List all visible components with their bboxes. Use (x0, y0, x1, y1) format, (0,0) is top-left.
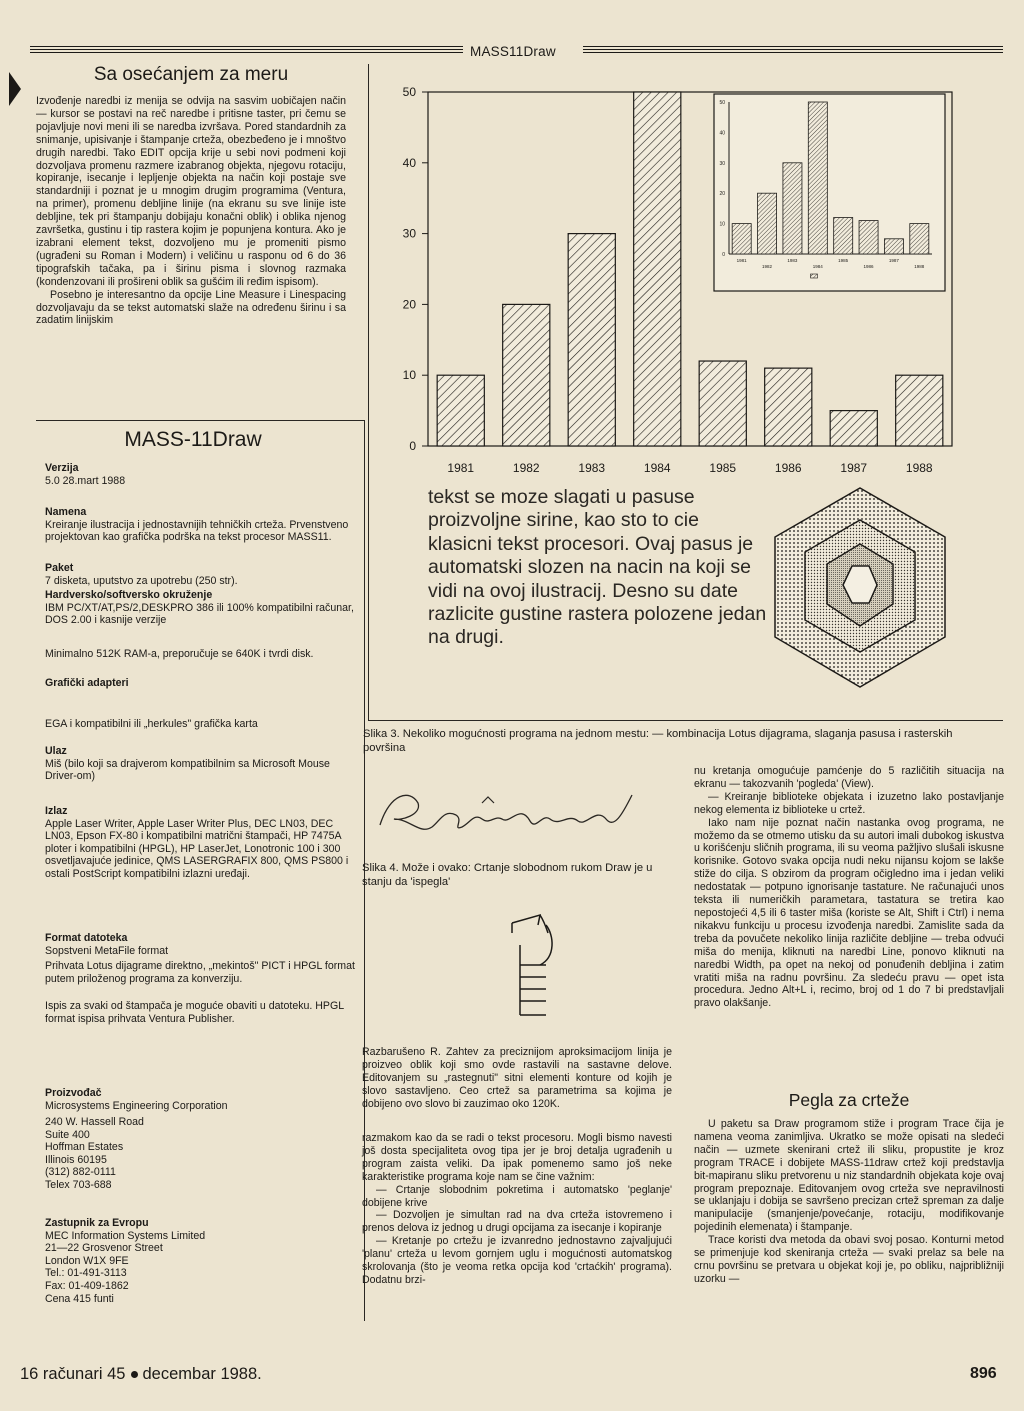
inset-bar (758, 193, 777, 254)
intro-paragraph: Posebno je interesantno da opcije Line Measure i Linespacing dozvoljavaju da se tekst automatski slaže na određenu širinu i sa zadatim linijskim (36, 288, 346, 327)
middle-column-text (362, 1132, 672, 1287)
spec-entry (45, 589, 363, 627)
bar-chart (374, 72, 964, 477)
figure-3-caption: Slika 3. Nekoliko mogućnosti programa na jednom mestu: — kombinacija Lotus dijagrama, slaganja pasusa i rasterskih površina (363, 728, 953, 754)
spec-entry (45, 562, 363, 587)
inset-x-tick-label: 1985 (838, 258, 849, 263)
spec-label: Zastupnik za Evropu (45, 1217, 149, 1229)
figure-4-description-text: Razbarušeno R. Zahtev za preciznijom aproksimacijom linija je proizveo oblik koji smo ovde rastavili na sastavne delove. Editovanjem su „rastegnuti" sitni elementi konture od kojih je slovo sastavljeno. Ceo crtež sa parametrima sa kojima je dobijeno ovo slovo bi zauzimao oko 120K. (362, 1046, 672, 1110)
spec-value: Kreiranje ilustracija i jednostavnijih tehničkih crteža. Prvenstveno projektovan kao grafička podrška na tekst procesor MASS11. (45, 518, 349, 544)
section-title: Sa osećanjem za meru (93, 64, 289, 85)
footer-date: decembar 1988. (142, 1365, 262, 1383)
x-tick-label: 1984 (643, 461, 671, 475)
bar (568, 234, 615, 446)
bar (896, 375, 943, 446)
inset-legend-swatch (811, 274, 818, 278)
footer-left (20, 1365, 262, 1384)
inset-bar (834, 218, 853, 254)
inset-y-tick-label: 20 (719, 191, 725, 198)
page-number: 896 (970, 1365, 997, 1382)
spec-value: Apple Laser Writer, Apple Laser Writer Plus, DEC LN03, DEC LN03, Epson FX-80 i kompatibilni matrični štampači, HP 7475A ploter i kompatibilni (HPGL), HP LaserJet, Lonotronic 100 i 300 osvetljavajuće jedinice, QMS LASERGRAFIX 800, QMS PS800 i ostali PostScript kompatibilni izlazni uređaji. (45, 817, 349, 880)
x-tick-label: 1983 (578, 461, 606, 475)
right-paragraph: — Kreiranje biblioteke objekata i izuzetno lako postavljanje nekog elementa iz biblioteke u crtež. (694, 790, 1004, 816)
inset-x-tick-label: 1984 (812, 264, 823, 269)
right-paragraph: U paketu sa Draw programom stiže i program Trace čija je namena veoma zanimljiva. Ukratko se može opisati na sledeći način — uzmete skenirani crtež ili sliku, propustite je kroz program TRACE i dobijete MASS-11draw crtež koji predstavlja bit-mapiranu sliku pretvorenu u niz standardnih objekata koje ovaj program prepoznaje. Editovanjem ovog crteža sve nepravilnosti se uklanjaju i dobija se savršeno precizan crtež spreman za dalje manipulacije (smanjenje/povećanje, rotaciju, modifikovanje pojedinih elemenata) i štampanje. (694, 1118, 1004, 1234)
feature-list-item: — Kretanje po crtežu je izvanredno jednostavno zajvaljujući 'planu' crteža u levom gornjem uglu i mogućnosti automatskog skrolovanja (što je veoma retka opcija kod 'crtaćkih' programa). Dodatnu brzi- (362, 1235, 672, 1286)
figure-4-description (362, 1046, 672, 1111)
inset-x-tick-label: 1983 (787, 258, 798, 263)
right-column-text (694, 765, 1004, 1010)
spec-entry (45, 1087, 363, 1112)
right-paragraph: Trace koristi dva metoda da obavi svoj posao. Konturni metod se primenjuje kod skeniranja crteža — svaki prelaz sa bele na crnu površinu se pretvara u objekat koji je, po obliku, najpribližniji uzorku — (694, 1234, 1004, 1285)
intro-paragraph: Izvođenje naredbi iz menija se odvija na sasvim uobičajen način — kursor se postavi na reč naredbe i pritisne taster, pri čemu se pojavljuje novi meni ili se naredba izvršava. Pored standardnih za snimanje, upisivanje i štampanje crteža, obezbeđeno je i mnoštvo drugih naredbi. Tako EDIT opcija krije u sebi novi podmeni koji dozvoljava promenu razmere izabranog objekta, njegovu rotaciju, kopiranje, isecanje i lepljenje objekta na način koji postaje sve standardniji i poznat je u mnogim drugim programima (Ventura, na primer), promenu debljine linije (na ekranu su sve linije iste debljine, tek pri štampanju dobijaju konačni oblik) i oblika njenog završetka, gustinu i tip rastera kojim je popunjena kontura. Ako je izabrani element tekst, dozvoljeno mu je promeniti pismo (ugrađeni su Roman i Modern) i veličinu u rasponu od 6 do 36 tipografskih tačaka, pa i širinu pisma i slovnog razmaka (kondenzovani ili prošireni oblik sa gušćim ili ređim ispisom). (36, 95, 346, 288)
spec-label: Namena (45, 506, 87, 518)
section-title-pegla: Pegla za crteže (788, 1090, 910, 1110)
inset-bar (910, 224, 929, 254)
inset-y-tick-label: 0 (722, 252, 725, 258)
spec-entry (45, 718, 363, 731)
spec-entry (45, 805, 363, 881)
feature-list-item: — Dozvoljen je simultan rad na dva crteža istovremeno i prenos delova iz jednog u drugi opcijama za isecanje i kopiranje (362, 1209, 672, 1235)
bar (634, 92, 681, 446)
hexagon-raster-figure (765, 482, 955, 697)
spec-label: Hardversko/softversko okruženje (45, 589, 213, 601)
header-rule-left (30, 46, 463, 55)
bar (503, 304, 550, 446)
signature-text: Računari (370, 775, 375, 776)
spec-entry (45, 932, 363, 957)
right-column-text-2 (694, 1118, 1004, 1286)
section-arrow-icon (9, 72, 21, 106)
inset-bar (808, 102, 827, 254)
right-paragraph: Iako nam nije poznat način nastanka ovog programa, ne možemo da se otmemo utisku da su autori imali dubokog iskustva u korišćenju sličnih programa, ili su veoma pažljivo slušali iskusne korisnike. Gotovo svaka opcija nudi neku nijansu kojom se lakše stiže do cilja. S obzirom da program očigledno ima i jedan veliki nedostatak — potpuno ignorisanje tastature. Ne računajući unos teksta ili numeričkih parametara, tastatura se tretira kao nepostojeći 4,5 ili 6 taster miša (koriste se Alt, Shift i Ctrl) i nema nikakvu funkciju u procesu izvođenja naredbi. Zamislite sada da treba da povučete nekoliko linija različite debljine — treba odvući miša do menija, kliknuti na naredbi Line, ponovo kliknuti na naredbi Width, pa opet na nekoj od ponuđenih debljina i zatim vratiti miša na radnu površinu. Za sledeću pravu — opet ista procedura. Jedno Alt+L i, recimo, broj od 1 do 7 bi predstavljali pravo olakšanje. (694, 816, 1004, 1010)
inset-chart-frame (714, 94, 945, 291)
inset-x-tick-label: 1982 (762, 264, 773, 269)
spec-label: Proizvođač (45, 1087, 102, 1099)
y-tick-label: 0 (409, 439, 416, 453)
spec-label: Format datoteka (45, 932, 128, 944)
inset-y-tick-label: 40 (719, 130, 725, 137)
figure-4-caption: Slika 4. Može i ovako: Crtanje slobodnom rukom Draw je u stanju da 'ispegla' (362, 862, 653, 888)
letter-r-fragments-figure (500, 905, 580, 1020)
handwritten-signature (370, 775, 660, 845)
x-tick-label: 1981 (447, 461, 475, 475)
inset-bar (884, 239, 903, 254)
spec-entry (45, 1217, 363, 1305)
x-tick-label: 1985 (709, 461, 737, 475)
x-tick-label: 1982 (512, 461, 540, 475)
spec-value: Ispis za svaki od štampača je moguće obaviti u datoteku. HPGL format ispisa prihvata Ventura Publisher. (45, 1000, 344, 1025)
header-rule-right (583, 46, 1003, 55)
spec-label: Izlaz (45, 805, 68, 817)
spec-value: Microsystems Engineering Corporation (45, 1099, 228, 1112)
y-tick-label: 30 (402, 226, 416, 241)
y-tick-label: 50 (402, 85, 416, 99)
inset-y-tick-label: 10 (719, 221, 725, 228)
spec-entry (45, 648, 363, 661)
spec-value: 240 W. Hassell Road Suite 400 Hoffman Estates Illinois 60195 (312) 882-0111 Telex 703-688 (45, 1116, 144, 1191)
spec-label: Verzija (45, 462, 79, 474)
bar (437, 375, 484, 446)
x-tick-label: 1986 (774, 461, 802, 475)
inset-x-tick-label: 1987 (888, 258, 899, 263)
spec-value: Sopstveni MetaFile format (45, 944, 169, 957)
bar (765, 368, 812, 446)
spec-box-title: MASS-11Draw (124, 428, 262, 451)
spec-entry (45, 462, 363, 487)
spec-value: 5.0 28.mart 1988 (45, 474, 126, 487)
feature-list-item: — Crtanje slobodnim pokretima i automatsko 'peglanje' dobijene krive (362, 1183, 672, 1209)
spec-value: MEC Information Systems Limited 21—22 Grosvenor Street London W1X 9FE Tel.: 01-491-3113 Fax: 01-409-1862 Cena 415 funti (45, 1229, 206, 1305)
spec-value: Miš (bilo koji sa drajverom kompatibilnim sa Microsoft Mouse Driver-om) (45, 757, 330, 783)
spec-entry (45, 1116, 363, 1192)
spec-value: 7 disketa, uputstvo za upotrebu (250 str). (45, 574, 238, 587)
intro-text (36, 95, 346, 327)
spec-entry (45, 745, 363, 783)
bar (699, 361, 746, 446)
inset-bar (732, 224, 751, 254)
y-tick-label: 40 (402, 155, 416, 170)
inset-x-tick-label: 1986 (863, 264, 874, 269)
inset-y-tick-label: 50 (719, 100, 725, 106)
spec-value: IBM PC/XT/AT,PS/2,DESKPRO 386 ili 100% kompatibilni računar, DOS 2.00 i kasnije verzije (45, 601, 354, 627)
spec-value: EGA i kompatibilni ili „herkules" grafička karta (45, 718, 258, 730)
inset-y-tick-label: 30 (719, 160, 725, 167)
spec-value: Minimalno 512K RAM-a, preporučuje se 640K i tvrdi disk. (45, 648, 314, 660)
x-tick-label: 1987 (840, 461, 868, 475)
middle-paragraph: razmakom kao da se radi o tekst procesoru. Mogli bismo navesti još dosta specijaliteta ovog tipa jer je broj detalja ugrađenih u program zaista veliki. Da ipak pomenemo samo još neke karakteristike programa koje nam se čine važnim: (362, 1132, 672, 1183)
spec-entry (45, 960, 363, 985)
spec-label: Paket (45, 562, 74, 574)
spec-entry (45, 1000, 363, 1025)
panel-sample-text: tekst se moze slagati u pasuse proizvoljne sirine, kao sto to cie klasicni tekst procesori. Ovaj pasus je automatski slozen na nacin na koji se vidi na ovoj ilustracij. Desno su date razlicite gustine rastera polozene jedan na drugi. (428, 486, 767, 649)
bar (830, 411, 877, 446)
y-tick-label: 10 (402, 368, 416, 383)
spec-value: Prihvata Lotus dijagrame direktno, „mekintoš" PICT i HPGL format putem priloženog programa za konverziju. (45, 960, 355, 985)
spec-entry (45, 677, 363, 690)
right-paragraph: nu kretanja omogućuje pamćenje do 5 različitih situacija na ekranu — takozvanih 'pogleda' (View). (694, 765, 1004, 790)
bullet-dot-icon (131, 1371, 138, 1378)
inset-x-tick-label: 1988 (914, 264, 925, 269)
inset-x-tick-label: 1981 (736, 258, 747, 263)
spec-label: Ulaz (45, 745, 67, 757)
spec-label: Grafički adapteri (45, 677, 129, 689)
x-tick-label: 1988 (905, 461, 933, 475)
y-tick-label: 20 (402, 297, 416, 312)
footer-magazine: 16 računari 45 (20, 1365, 126, 1383)
inset-bar (783, 163, 802, 254)
running-header-title: MASS11Draw (470, 44, 556, 59)
inset-bar (859, 221, 878, 254)
spec-entry (45, 506, 363, 544)
